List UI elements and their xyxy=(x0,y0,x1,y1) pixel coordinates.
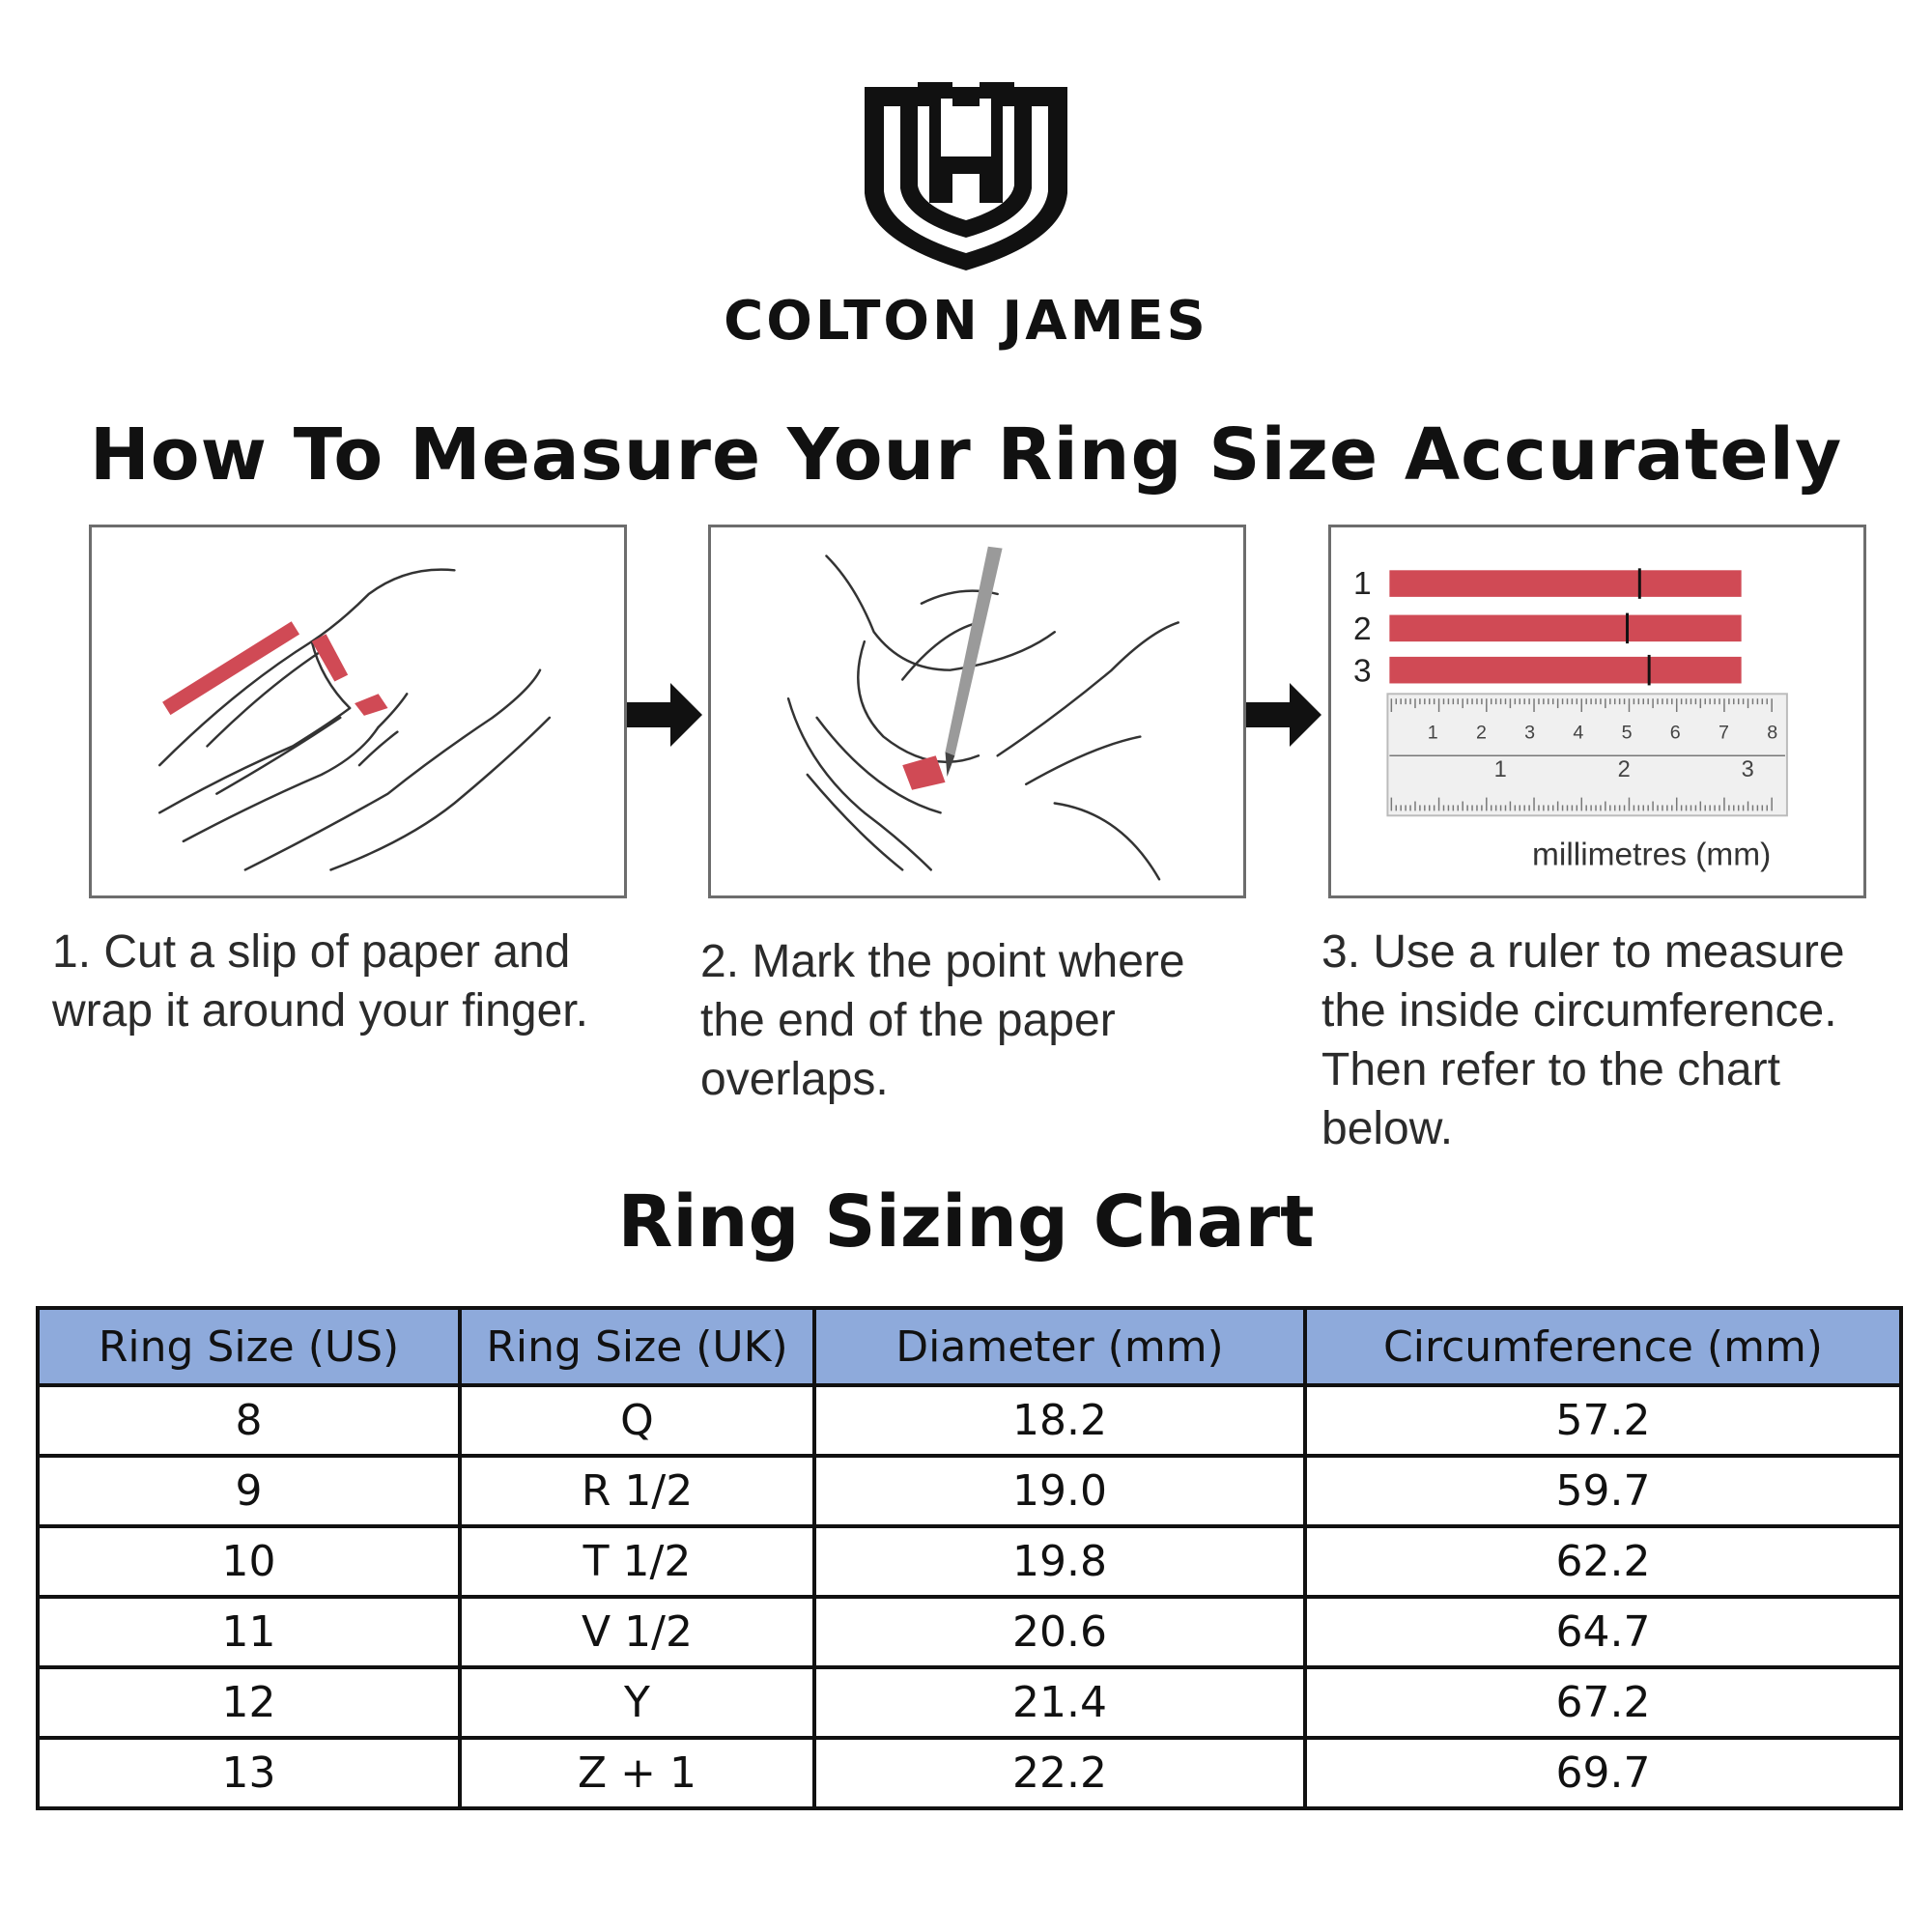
step-text-line: Then refer to the chart xyxy=(1321,1044,1780,1095)
step-text-line: the end of the paper xyxy=(700,995,1116,1046)
step-text-line: overlaps. xyxy=(700,1054,889,1105)
table-cell: 9 xyxy=(38,1456,460,1526)
step-text-line: wrap it around your finger. xyxy=(52,985,588,1037)
right-arrow-icon xyxy=(1246,681,1323,749)
table-row xyxy=(38,1526,1901,1597)
ruler-number: 4 xyxy=(1573,722,1584,744)
ruler-number: 2 xyxy=(1475,722,1487,744)
table-cell: 13 xyxy=(38,1738,460,1808)
ruler-number: 6 xyxy=(1669,722,1681,744)
hand-marking-paper-with-pen-icon xyxy=(711,527,1243,895)
step-2-illustration xyxy=(708,525,1246,898)
ruler-number: 8 xyxy=(1767,722,1778,744)
strip-number: 1 xyxy=(1352,565,1372,602)
right-arrow-icon xyxy=(627,681,704,749)
step-2-text xyxy=(700,932,1280,1109)
table-cell: 22.2 xyxy=(814,1738,1305,1808)
table-cell: 64.7 xyxy=(1305,1597,1901,1667)
page-title: How To Measure Your Ring Size Accurately xyxy=(89,413,1843,497)
step-3-illustration xyxy=(1328,525,1866,898)
ruler-number: 3 xyxy=(1741,756,1754,782)
table-row xyxy=(38,1456,1901,1526)
brand-name: COLTON JAMES xyxy=(724,290,1208,353)
table-cell: Y xyxy=(460,1667,814,1738)
table-row xyxy=(38,1385,1901,1456)
hand-with-paper-strip-icon xyxy=(92,527,624,895)
shield-monogram-icon xyxy=(860,77,1072,275)
table-cell: R 1/2 xyxy=(460,1456,814,1526)
table-cell: Q xyxy=(460,1385,814,1456)
strip-number: 3 xyxy=(1352,653,1372,690)
table-row xyxy=(38,1738,1901,1808)
ruler-number: 1 xyxy=(1427,722,1438,744)
table-cell: 12 xyxy=(38,1667,460,1738)
ring-sizing-table xyxy=(36,1306,1903,1810)
table-row xyxy=(38,1597,1901,1667)
table-cell: 69.7 xyxy=(1305,1738,1901,1808)
table-cell: 10 xyxy=(38,1526,460,1597)
table-cell: 21.4 xyxy=(814,1667,1305,1738)
step-3-text xyxy=(1321,923,1920,1158)
table-cell: 57.2 xyxy=(1305,1385,1901,1456)
step-text-line: the inside circumference. xyxy=(1321,985,1837,1037)
ruler-number: 2 xyxy=(1617,756,1631,782)
strip-number: 2 xyxy=(1352,611,1372,648)
table-cell: T 1/2 xyxy=(460,1526,814,1597)
ruler-number: 7 xyxy=(1719,722,1729,744)
table-cell: Z + 1 xyxy=(460,1738,814,1808)
chart-title: Ring Sizing Chart xyxy=(617,1180,1315,1264)
table-cell: 8 xyxy=(38,1385,460,1456)
column-header: Circumference (mm) xyxy=(1305,1308,1901,1385)
table-cell: 19.0 xyxy=(814,1456,1305,1526)
column-header: Ring Size (US) xyxy=(38,1308,460,1385)
table-cell: 67.2 xyxy=(1305,1667,1901,1738)
column-header: Diameter (mm) xyxy=(814,1308,1305,1385)
step-1-illustration xyxy=(89,525,627,898)
table-cell: 59.7 xyxy=(1305,1456,1901,1526)
step-text-line: 2. Mark the point where xyxy=(700,936,1185,987)
table-header-row xyxy=(38,1308,1901,1385)
table-cell: 62.2 xyxy=(1305,1526,1901,1597)
step-1-text xyxy=(52,923,670,1040)
table-cell: 19.8 xyxy=(814,1526,1305,1597)
ruler-unit-label: millimetres (mm) xyxy=(1532,837,1772,873)
table-cell: 18.2 xyxy=(814,1385,1305,1456)
step-text-line: below. xyxy=(1321,1103,1454,1154)
table-row xyxy=(38,1667,1901,1738)
step-text-line: 1. Cut a slip of paper and xyxy=(52,926,571,978)
table-cell: 20.6 xyxy=(814,1597,1305,1667)
paper-strips-over-ruler-icon xyxy=(1331,527,1863,895)
table-cell: V 1/2 xyxy=(460,1597,814,1667)
table-cell: 11 xyxy=(38,1597,460,1667)
step-text-line: 3. Use a ruler to measure xyxy=(1321,926,1845,978)
ruler-number: 3 xyxy=(1524,722,1536,744)
column-header: Ring Size (UK) xyxy=(460,1308,814,1385)
ruler-number: 1 xyxy=(1493,756,1507,782)
ruler-number: 5 xyxy=(1621,722,1633,744)
